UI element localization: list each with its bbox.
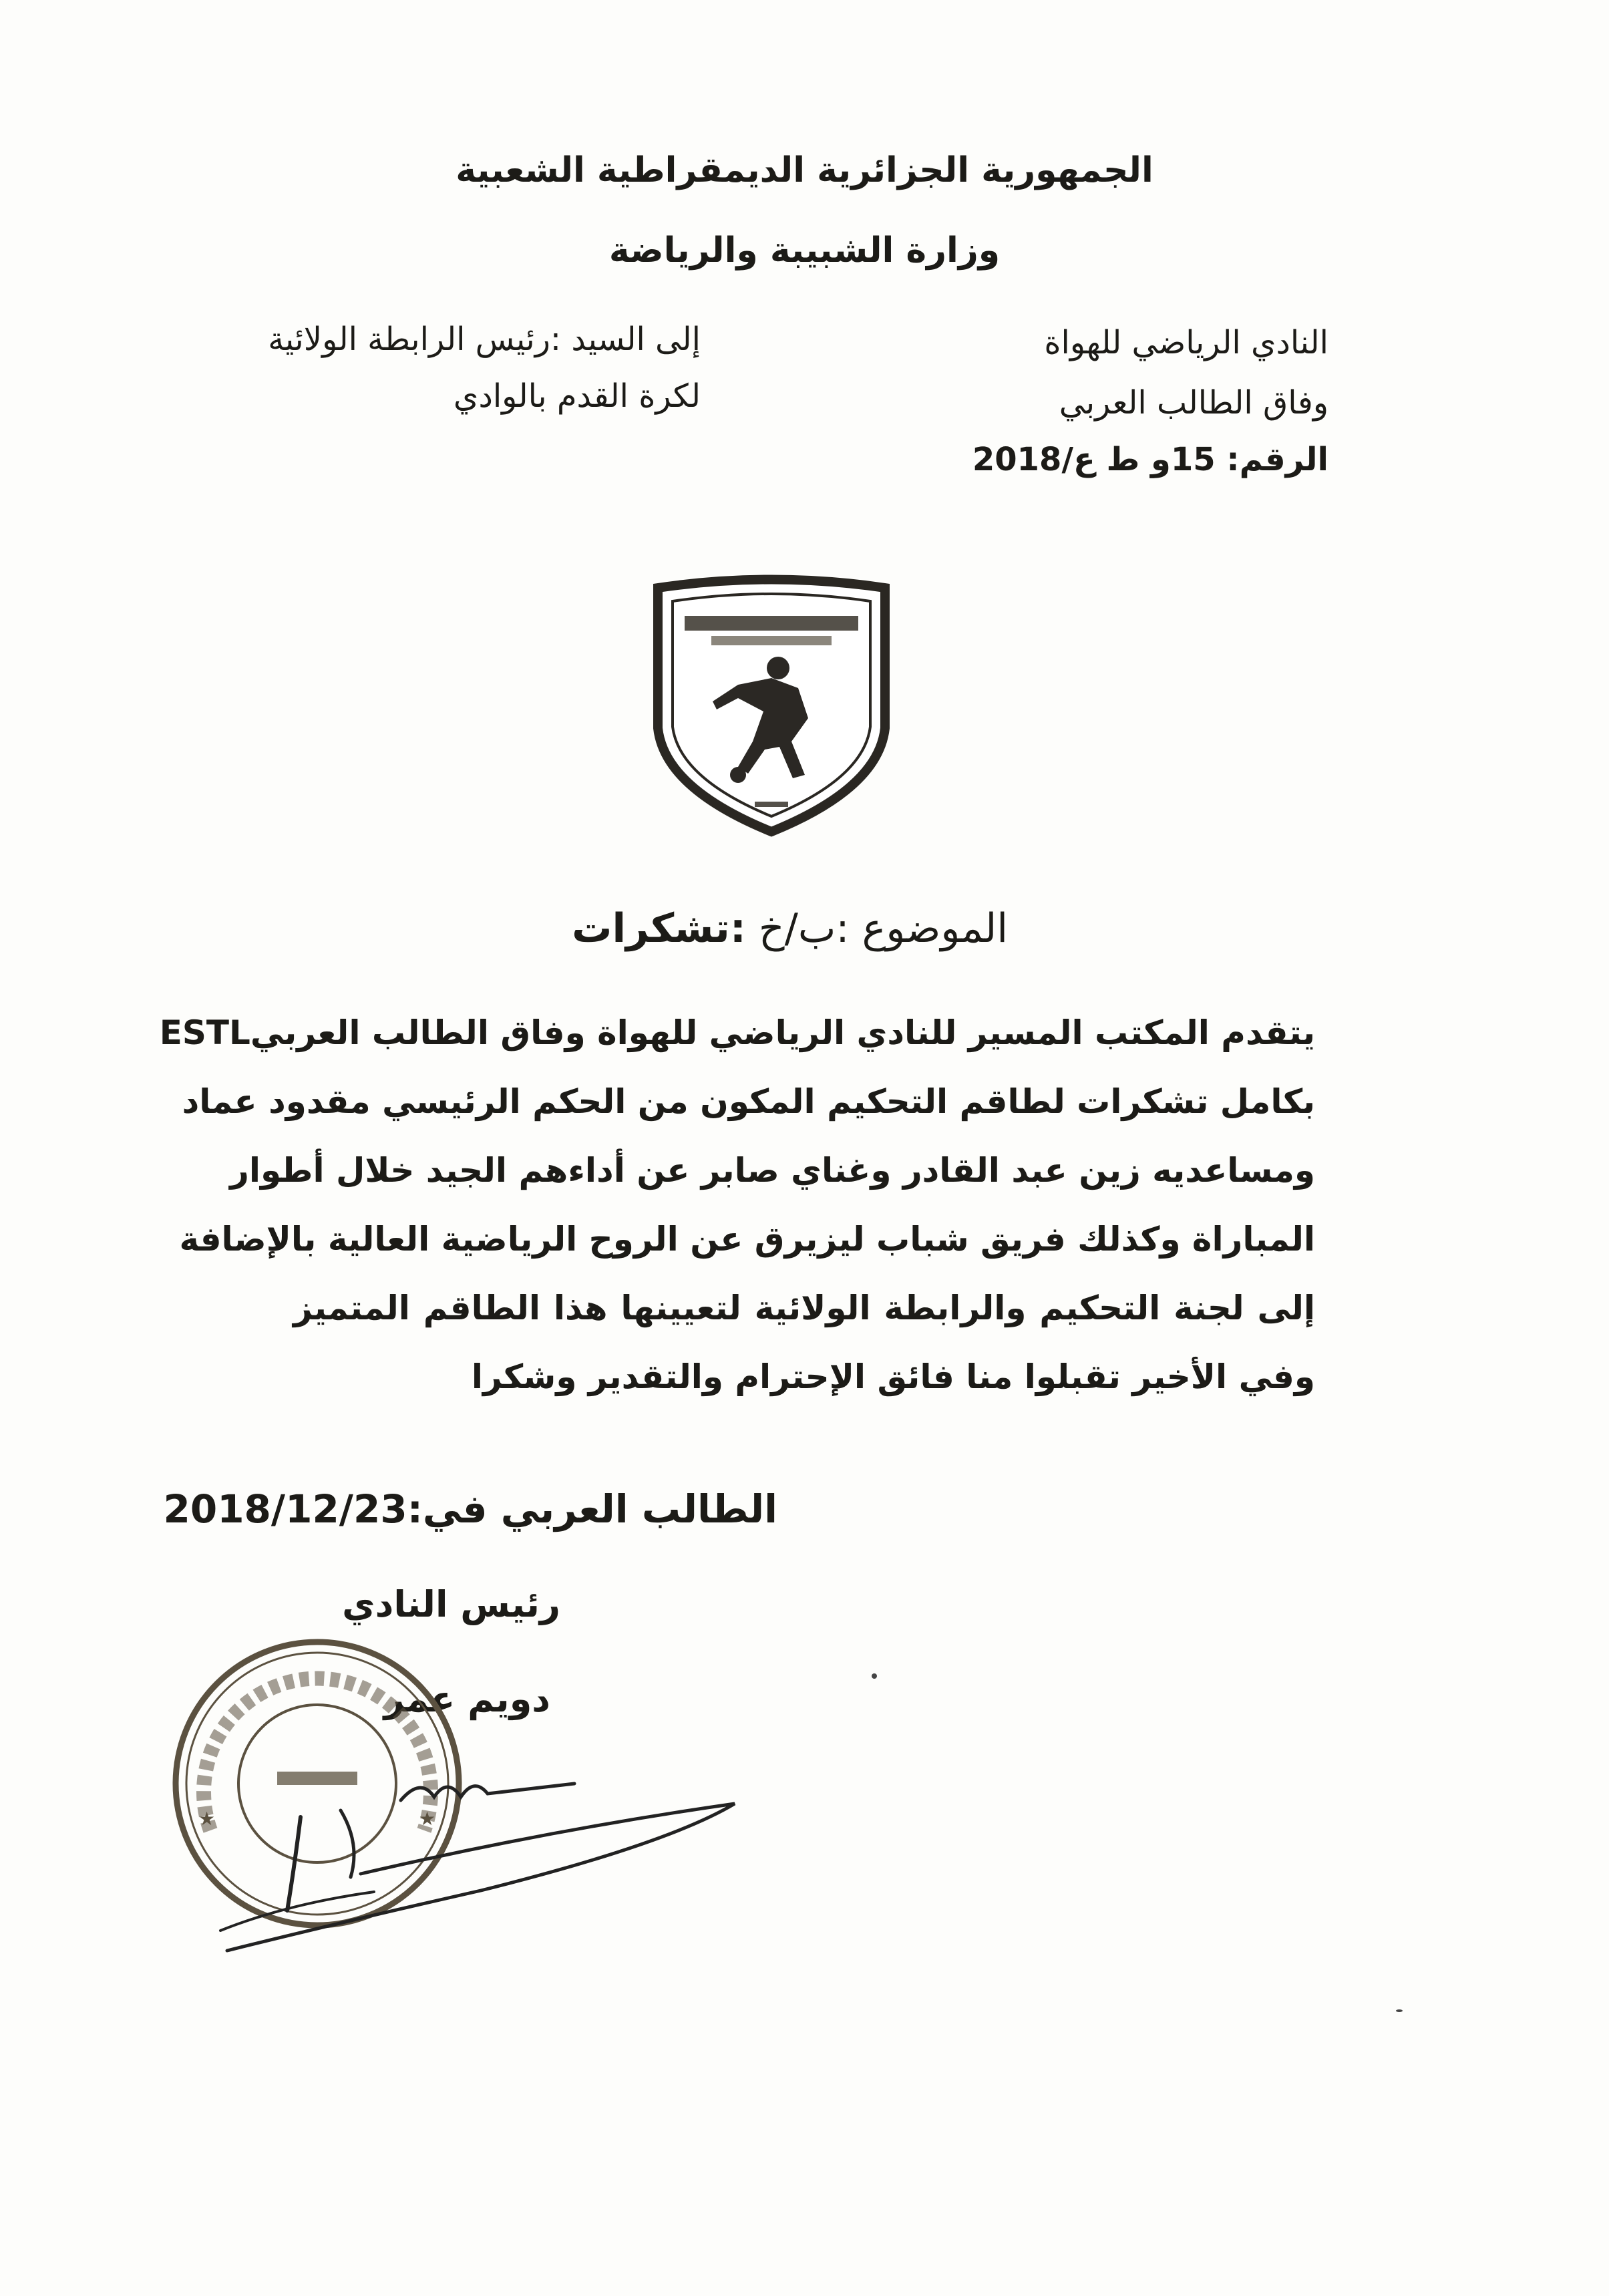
letter-body [159, 999, 1315, 1412]
republic-heading: الجمهورية الجزائرية الديمقراطية الشعبية [456, 150, 1153, 190]
sender-club-team: وفاق الطالب العربي [1059, 384, 1328, 422]
body-line-2: بكامل تشكرات لطاقم التحكيم المكون من الحكم الرئيسي مقدود عماد [182, 1082, 1315, 1121]
subject-value: :تشكرات [572, 905, 746, 952]
recipient-organization: لكرة القدم بالوادي [453, 377, 701, 415]
recipient-title: إلى السيد :رئيس الرابطة الولائية [268, 321, 701, 358]
body-line-6: وفي الأخير تقبلوا منا فائق الإحترام والتقدير وشكرا [471, 1357, 1315, 1396]
subject-label: الموضوع :ب/خ [758, 905, 1008, 952]
body-line-1: يتقدم المكتب المسير للنادي الرياضي للهواة وفاق الطالب العربيESTL [159, 1013, 1315, 1052]
place-and-date: الطالب العربي في:2018/12/23 [163, 1486, 777, 1532]
body-line-4: المباراة وكذلك فريق شباب ليزيرق عن الروح الرياضية العالية بالإضافة [179, 1220, 1315, 1259]
scan-speck [872, 1673, 877, 1679]
reference-number: الرقم: 15و ط ع/2018 [972, 441, 1328, 478]
body-line-5: إلى لجنة التحكيم والرابطة الولائية لتعيينها هذا الطاقم المتميز [293, 1289, 1315, 1327]
svg-text:★: ★ [419, 1808, 436, 1830]
svg-text:★: ★ [198, 1808, 216, 1830]
ministry-heading: وزارة الشبيبة والرياضة [608, 230, 1001, 271]
scan-speck [1396, 2009, 1403, 2012]
subject-line [572, 905, 1008, 952]
handwritten-signature [200, 1737, 748, 1964]
sender-club-name: النادي الرياضي للهواة [1044, 324, 1328, 361]
signatory-name: دويم عمر [383, 1678, 550, 1720]
body-line-3: ومساعديه زين عبد القادر وغناي صابر عن أداءهم الجيد خلال أطوار [230, 1151, 1315, 1190]
signatory-title: رئيس النادي [342, 1583, 560, 1625]
club-crest-icon [638, 575, 905, 842]
